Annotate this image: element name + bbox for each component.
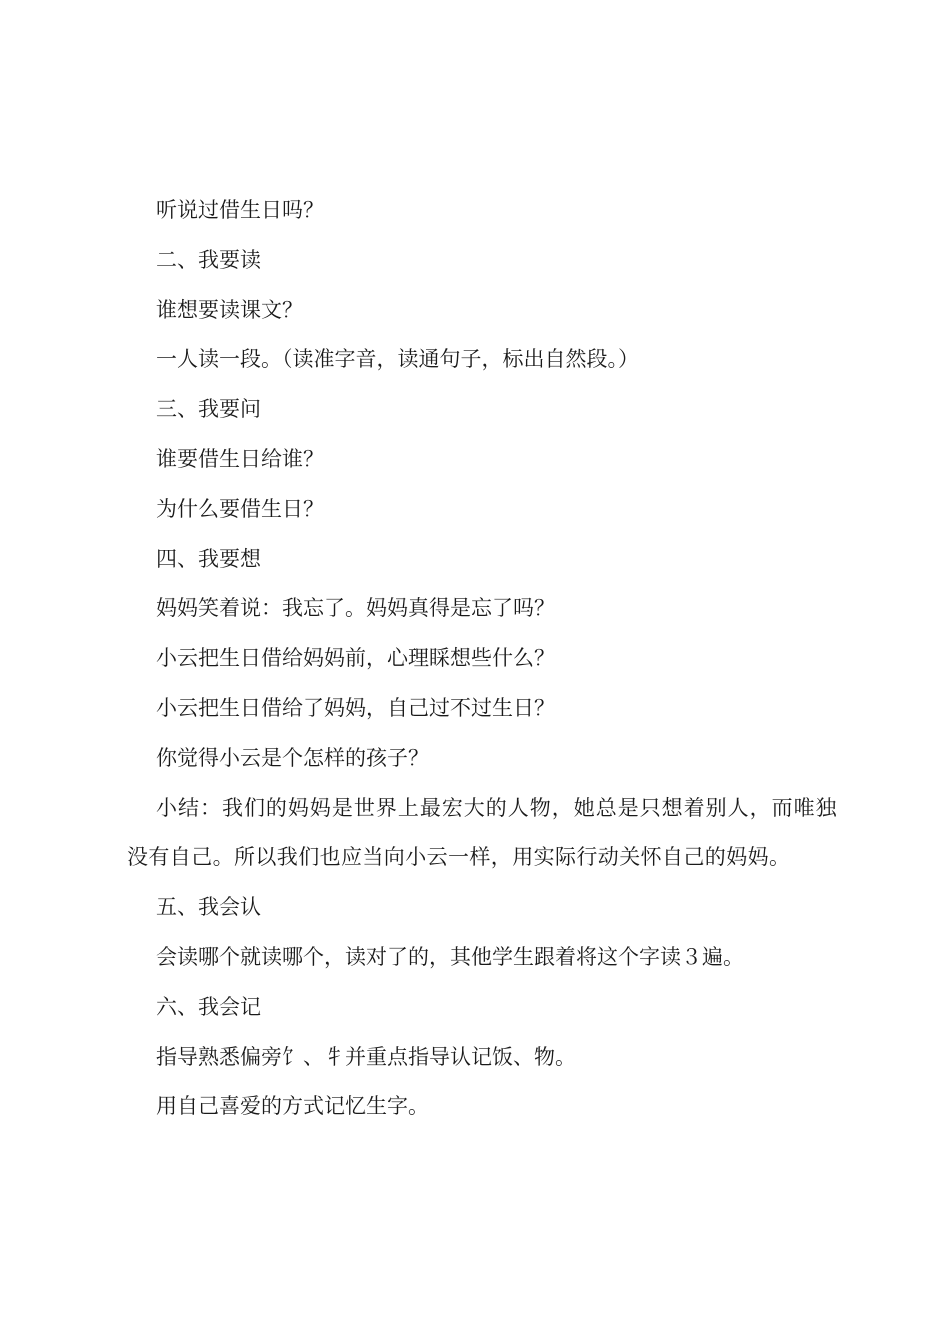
text-line-who-reads: 谁想要读课文？ [156, 297, 303, 322]
text-line-xiaoyun-thinking: 小云把生日借给妈妈前，心理睬想些什么？ [156, 646, 555, 671]
text-line-read-paragraph: 一人读一段。（读准字音，读通句子，标出自然段。） [156, 347, 639, 372]
text-line-what-child: 你觉得小云是个怎样的孩子？ [156, 745, 429, 770]
document-body [127, 186, 837, 1132]
section-heading-read: 二、我要读 [156, 247, 261, 272]
text-line-radicals: 指导熟悉偏旁饣、牜并重点指导认记饭、物。 [156, 1044, 576, 1069]
text-line-memorize: 用自己喜爱的方式记忆生字。 [156, 1094, 429, 1119]
section-heading-ask: 三、我要问 [156, 397, 261, 422]
section-heading-recognize: 五、我会认 [156, 895, 261, 920]
text-line-who-lends: 谁要借生日给谁？ [156, 446, 324, 471]
summary-paragraph: 小结：我们的妈妈是世界上最宏大的人物，她总是只想着别人，而唯独没有自己。所以我们也应当向小云一样，用实际行动关怀自己的妈妈。 [127, 795, 837, 870]
text-line-question-heard: 听说过借生日吗？ [156, 198, 324, 222]
section-heading-remember: 六、我会记 [156, 994, 261, 1019]
text-line-why-lend: 为什么要借生日？ [156, 496, 324, 521]
text-line-read-characters: 会读哪个就读哪个，读对了的，其他学生跟着将这个字读３遍。 [156, 944, 744, 969]
text-line-mom-forgot: 妈妈笑着说：我忘了。妈妈真得是忘了吗？ [156, 596, 555, 621]
section-heading-think: 四、我要想 [156, 546, 261, 571]
text-line-xiaoyun-birthday: 小云把生日借给了妈妈，自己过不过生日？ [156, 695, 555, 720]
